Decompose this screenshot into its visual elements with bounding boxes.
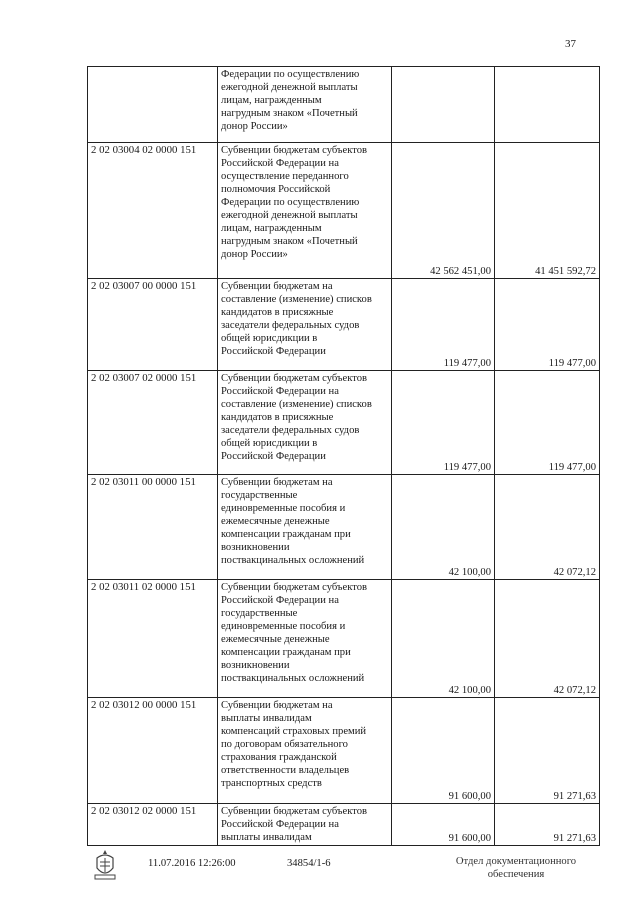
budget-code: 2 02 03011 02 0000 151 (88, 580, 218, 698)
table-row (88, 143, 600, 279)
revenue-description: Субвенции бюджетам на государственные единовременные пособия и ежемесячные денежные компенсации гражданам при возникновении поствакцинальных осложнений (218, 475, 392, 580)
plan-amount: 119 477,00 (392, 371, 495, 475)
budget-code: 2 02 03012 00 0000 151 (88, 698, 218, 804)
fact-amount: 119 477,00 (495, 371, 600, 475)
fact-amount: 91 271,63 (495, 804, 600, 846)
revenue-description: Субвенции бюджетам субъектов Российской Федерации на государственные единовременные пособия и ежемесячные денежные компенсации гражданам при возникновении поствакцинальных осложнений (218, 580, 392, 698)
revenue-description: Субвенции бюджетам субъектов Российской Федерации на составление (изменение) списков кандидатов в присяжные заседатели федеральных судов общей юрисдикции в Российской Федерации (218, 371, 392, 475)
budget-code: 2 02 03007 00 0000 151 (88, 279, 218, 371)
table-row (88, 475, 600, 580)
fact-amount: 42 072,12 (495, 580, 600, 698)
plan-amount: 42 562 451,00 (392, 143, 495, 279)
fact-amount: 42 072,12 (495, 475, 600, 580)
department-name: Отдел документационного обеспечения (455, 856, 577, 880)
revenue-description: Субвенции бюджетам субъектов Российской Федерации на выплаты инвалидам (218, 804, 392, 846)
budget-code: 2 02 03007 02 0000 151 (88, 371, 218, 475)
table-row (88, 698, 600, 804)
fact-amount: 91 271,63 (495, 698, 600, 804)
revenue-description: Субвенции бюджетам субъектов Российской Федерации на осуществление переданного полномочия Российской Федерации по осуществлению ежегодной денежной выплаты лицам, награжденным нагрудным знаком «Почетный донор России» (218, 143, 392, 279)
budget-code: 2 02 03004 02 0000 151 (88, 143, 218, 279)
budget-code: 2 02 03011 00 0000 151 (88, 475, 218, 580)
plan-amount (392, 67, 495, 143)
plan-amount: 42 100,00 (392, 580, 495, 698)
fact-amount: 119 477,00 (495, 279, 600, 371)
plan-amount: 119 477,00 (392, 279, 495, 371)
page-number: 37 (565, 38, 576, 50)
table-row (88, 580, 600, 698)
revenue-description: Федерации по осуществлению ежегодной денежной выплаты лицам, награжденным нагрудным знаком «Почетный донор России» (218, 67, 392, 143)
table-row (88, 371, 600, 475)
plan-amount: 42 100,00 (392, 475, 495, 580)
export-datetime: 11.07.2016 12:26:00 (148, 858, 236, 869)
budget-code (88, 67, 218, 143)
table-row (88, 67, 600, 143)
coat-of-arms-icon (92, 848, 118, 887)
revenue-description: Субвенции бюджетам на составление (изменение) списков кандидатов в присяжные заседатели федеральных судов общей юрисдикции в Российской Федерации (218, 279, 392, 371)
plan-amount: 91 600,00 (392, 698, 495, 804)
fact-amount: 41 451 592,72 (495, 143, 600, 279)
fact-amount (495, 67, 600, 143)
table-row (88, 804, 600, 846)
revenue-description: Субвенции бюджетам на выплаты инвалидам компенсаций страховых премий по договорам обязательного страхования гражданской ответственности владельцев транспортных средств (218, 698, 392, 804)
document-number: 34854/1-6 (287, 858, 331, 869)
plan-amount: 91 600,00 (392, 804, 495, 846)
budget-code: 2 02 03012 02 0000 151 (88, 804, 218, 846)
budget-table (87, 66, 600, 846)
table-row (88, 279, 600, 371)
